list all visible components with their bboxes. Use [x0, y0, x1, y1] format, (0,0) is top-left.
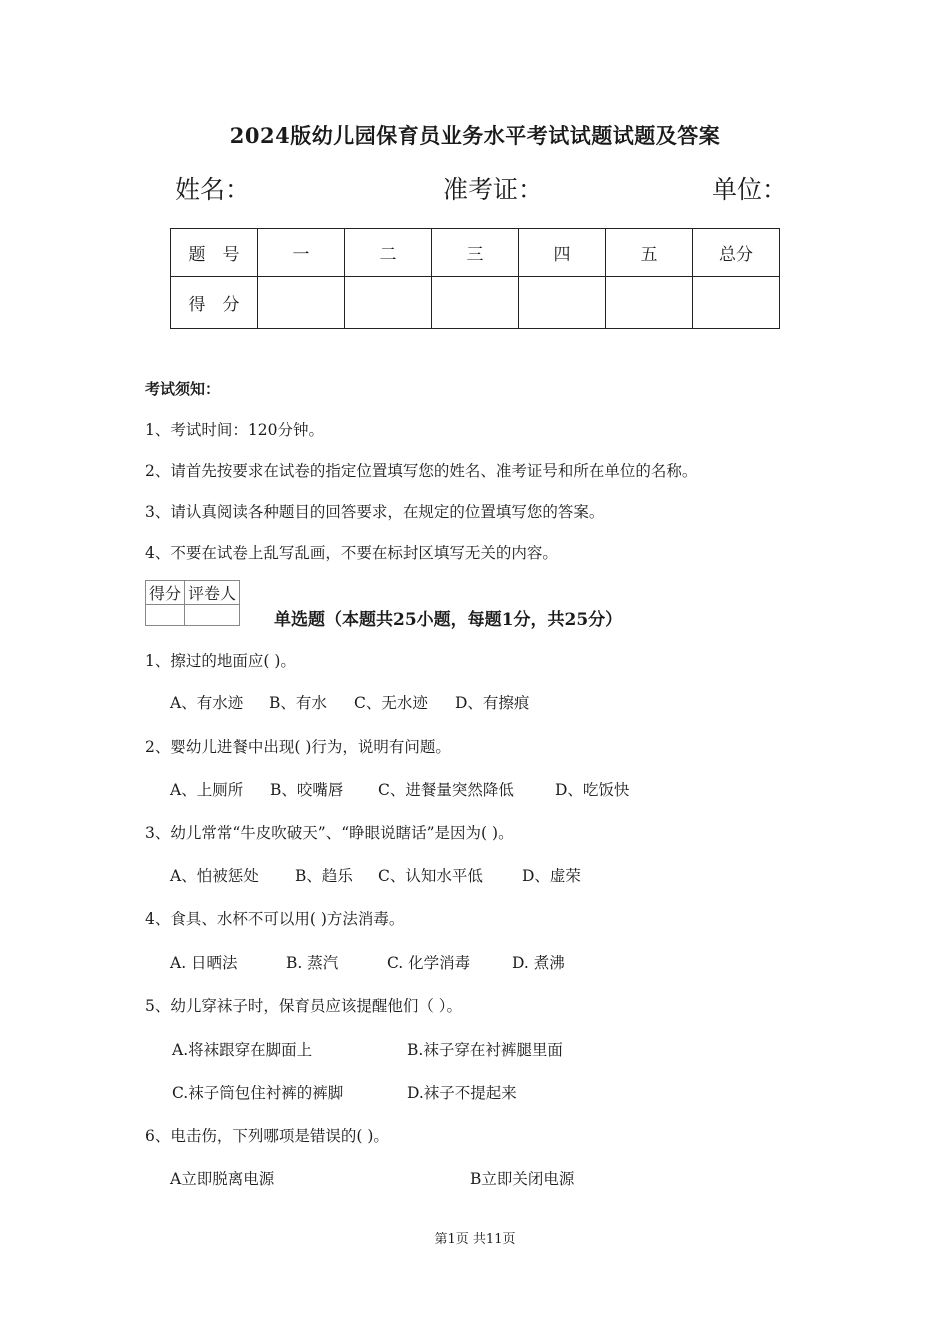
- question-option: B立即关闭电源: [470, 1170, 575, 1188]
- score-input-cell[interactable]: [606, 277, 693, 329]
- grader-name-cell[interactable]: [185, 605, 240, 626]
- question-option: C. 化学消毒: [387, 954, 471, 972]
- score-input-cell[interactable]: [693, 277, 780, 329]
- question-option: D、有擦痕: [455, 694, 530, 712]
- question-option: A立即脱离电源: [170, 1170, 275, 1188]
- score-table-cell: 一: [258, 229, 345, 277]
- score-input-cell[interactable]: [258, 277, 345, 329]
- score-table: [170, 228, 780, 329]
- score-input-cell[interactable]: [432, 277, 519, 329]
- score-table-cell: 四: [519, 229, 606, 277]
- grader-name-label: 评卷人: [185, 581, 240, 605]
- name-label: 姓名：: [175, 175, 251, 204]
- exam-id-label: 准考证：: [443, 175, 544, 204]
- score-table-cell: 三: [432, 229, 519, 277]
- question-stem: 2、婴幼儿进餐中出现( )行为，说明有问题。: [145, 738, 451, 756]
- unit-label: 单位：: [712, 175, 788, 204]
- question-option: C.袜子筒包住衬裤的裤脚: [172, 1084, 344, 1102]
- question-stem: 5、幼儿穿袜子时，保育员应该提醒他们（ ）。: [145, 997, 463, 1015]
- grader-score-label: 得分: [146, 581, 185, 605]
- question-option: C、无水迹: [354, 694, 428, 712]
- score-input-cell[interactable]: [345, 277, 432, 329]
- score-table-cell: 五: [606, 229, 693, 277]
- score-table-cell: 二: [345, 229, 432, 277]
- question-option: C、认知水平低: [378, 867, 483, 885]
- question-option: B、有水: [269, 694, 327, 712]
- question-option: C、进餐量突然降低: [378, 781, 514, 799]
- score-table-score-row: [171, 277, 780, 329]
- grader-score-cell[interactable]: [146, 605, 185, 626]
- question-option: A、有水迹: [170, 694, 244, 712]
- question-stem: 6、电击伤，下列哪项是错误的( )。: [145, 1127, 389, 1145]
- question-option: B.袜子穿在衬裤腿里面: [407, 1041, 563, 1059]
- notice-item: 2、请首先按要求在试卷的指定位置填写您的姓名、准考证号和所在单位的名称。: [145, 462, 698, 480]
- question-option: B、咬嘴唇: [270, 781, 344, 799]
- section-title: 单选题（本题共25小题，每题1分，共25分）: [274, 610, 623, 630]
- score-input-cell[interactable]: [519, 277, 606, 329]
- exam-title: 2024版幼儿园保育员业务水平考试试题试题及答案: [229, 123, 721, 148]
- notice-heading: 考试须知：: [145, 380, 221, 398]
- question-option: A.将袜跟穿在脚面上: [172, 1041, 313, 1059]
- question-stem: 3、幼儿常常“牛皮吹破天”、“睁眼说瞎话”是因为( )。: [145, 824, 514, 842]
- notice-item: 1、考试时间：120分钟。: [145, 421, 324, 439]
- notice-item: 3、请认真阅读各种题目的回答要求，在规定的位置填写您的答案。: [145, 503, 605, 521]
- score-table-cell: 总分: [693, 229, 780, 277]
- question-option: D、虚荣: [522, 867, 581, 885]
- question-stem: 1、擦过的地面应( )。: [145, 652, 296, 670]
- score-table-header-row: [171, 229, 780, 277]
- question-option: A. 日晒法: [170, 954, 238, 972]
- notice-item: 4、不要在试卷上乱写乱画，不要在标封区填写无关的内容。: [145, 544, 558, 562]
- grader-box: [145, 580, 240, 626]
- question-option: B. 蒸汽: [286, 954, 339, 972]
- page-footer: 第1页 共11页: [434, 1232, 516, 1247]
- score-row-label: 得 分: [171, 277, 258, 329]
- score-table-cell: 题 号: [171, 229, 258, 277]
- question-option: A、怕被惩处: [170, 867, 259, 885]
- question-option: D.袜子不提起来: [407, 1084, 517, 1102]
- question-option: A、上厕所: [170, 781, 244, 799]
- question-stem: 4、食具、水杯不可以用( )方法消毒。: [145, 910, 405, 928]
- question-option: D. 煮沸: [512, 954, 565, 972]
- question-option: B、趋乐: [295, 867, 353, 885]
- question-option: D、吃饭快: [555, 781, 630, 799]
